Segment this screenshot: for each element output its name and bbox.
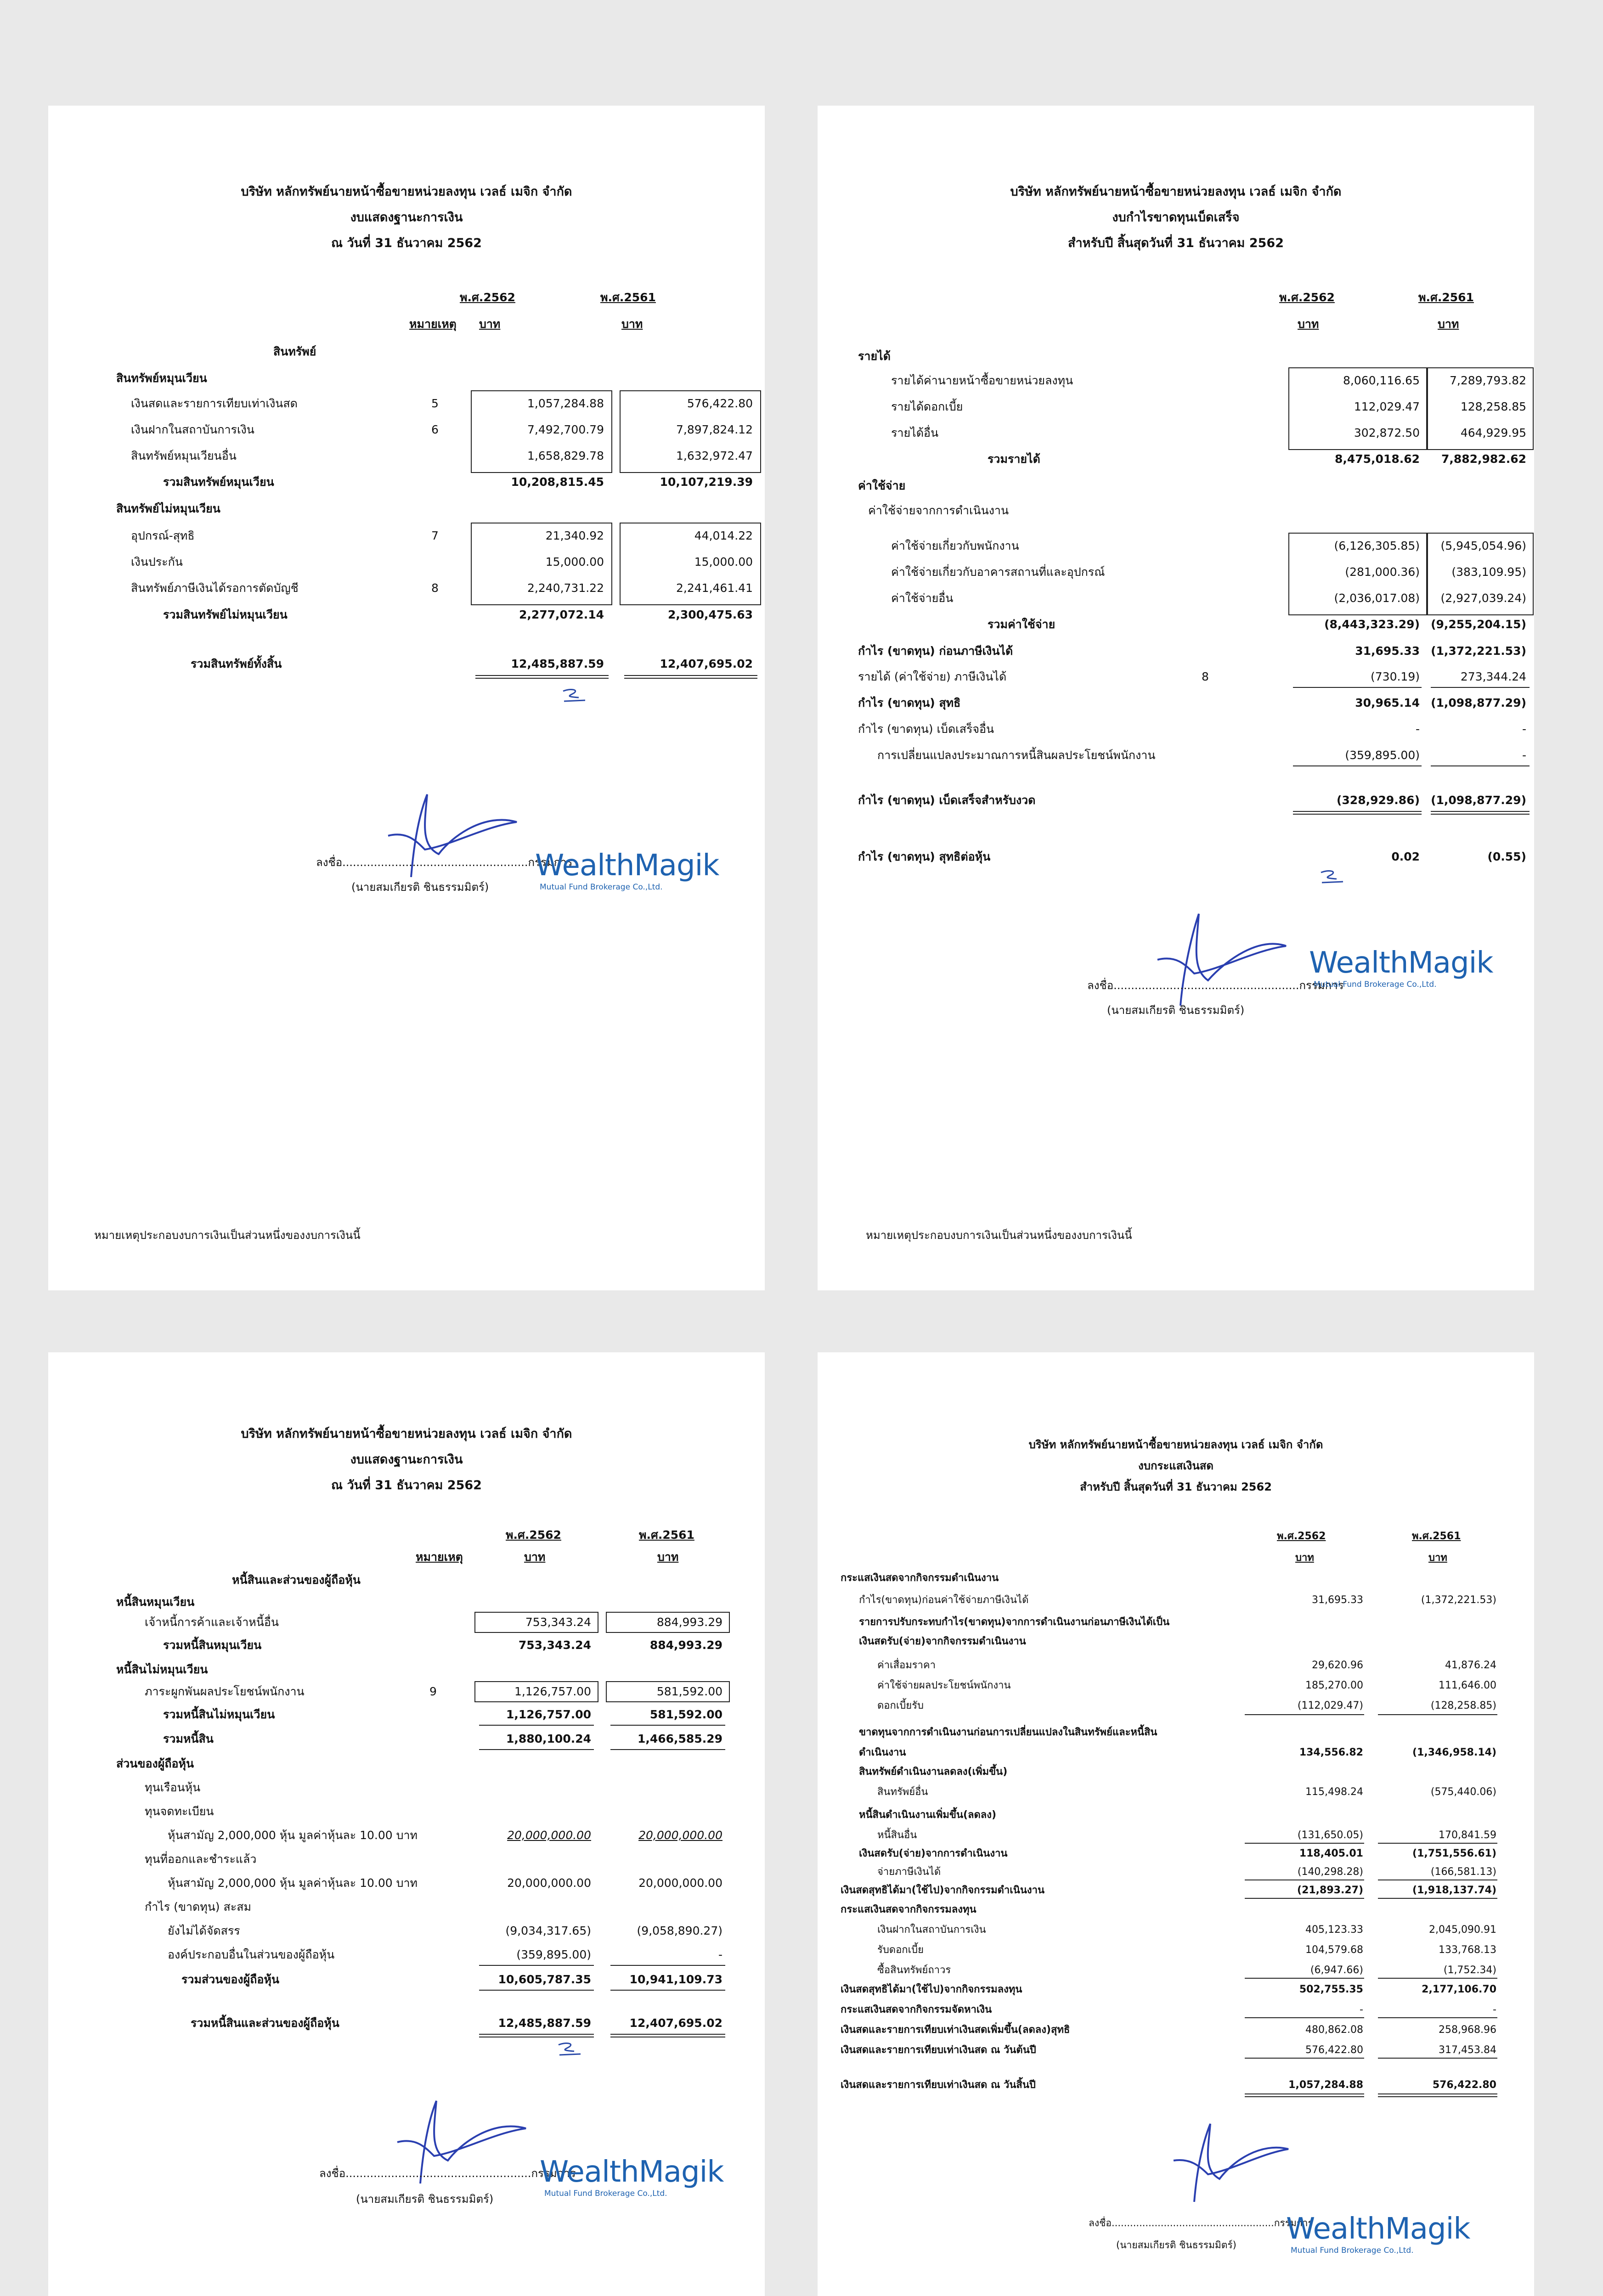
value-2561: 15,000.00 (694, 555, 753, 568)
value-2561: 10,107,219.39 (660, 475, 753, 489)
page-cash-flow-statement (818, 1352, 1534, 2296)
row-label: รายได้ (ค่าใช้จ่าย) ภาษีเงินได้ (858, 670, 1007, 683)
value-2562: (6,947.66) (1310, 1964, 1363, 1976)
underline (1431, 687, 1530, 688)
value-2562: 302,872.50 (1354, 426, 1420, 439)
value-2561: (2,927,039.24) (1440, 591, 1526, 605)
company-name: บริษัท หลักทรัพย์นายหน้าซื้อขายหน่วยลงทุน เวลธ์ เมจิก จำกัด (1010, 185, 1342, 199)
underline (1293, 765, 1422, 766)
section-title: สินทรัพย์ (273, 345, 316, 358)
row-label: ขาดทุนจากการดำเนินงานก่อนการเปลี่ยนแปลงในสินทรัพย์และหนี้สิน (859, 1727, 1157, 1738)
group-title: ส่วนของผู้ถือหุ้น (116, 1757, 194, 1770)
group-title: สินทรัพย์ไม่หมุนเวียน (116, 502, 220, 515)
subtotal-label: เงินสดสุทธิได้มา(ใช้ไป)จากกิจกรรมดำเนินงาน (841, 1885, 1044, 1896)
page-balance-sheet-liabilities (48, 1352, 765, 2296)
value-2562: 10,208,815.45 (511, 475, 604, 489)
col-head-2562: พ.ศ.2562 (506, 1528, 561, 1542)
row-label: กำไร (ขาดทุน) สะสม (145, 1900, 251, 1913)
value-2562: 185,270.00 (1305, 1680, 1363, 1691)
col-head-unit: บาท (1438, 317, 1459, 331)
sign-line: ลงชื่อ.....................................................กรรมการ (1087, 979, 1344, 992)
signatory-name: (นายสมเกียรติ ชินธรรมมิตร์) (351, 881, 489, 894)
page-header (48, 1421, 765, 1498)
value-2561: 133,768.13 (1439, 1944, 1496, 1956)
subtotal-label: กำไร (ขาดทุน) สุทธิ (858, 696, 961, 709)
underline (1378, 1978, 1497, 1979)
value-2561: 111,646.00 (1439, 1680, 1496, 1691)
value-2562: 134,556.82 (1299, 1747, 1363, 1758)
underline (610, 1990, 725, 1991)
underline (1245, 1978, 1364, 1979)
row-label: สินทรัพย์อื่น (877, 1786, 928, 1798)
value-2561: (128,258.85) (1430, 1700, 1496, 1711)
row-note: 8 (1202, 670, 1209, 683)
signatory-name: (นายสมเกียรติ ชินธรรมมิตร์) (356, 2193, 494, 2206)
initials-mark (556, 2040, 583, 2059)
value-2562: (359,895.00) (1345, 748, 1420, 762)
row-label: ค่าใช้จ่ายเกี่ยวกับอาคารสถานที่และอุปกรณ์ (891, 565, 1105, 579)
company-name: บริษัท หลักทรัพย์นายหน้าซื้อขายหน่วยลงทุน เวลธ์ เมจิก จำกัด (1028, 1438, 1323, 1451)
col-head-unit: บาท (1298, 317, 1319, 331)
row-label: หนี้สินอื่น (877, 1829, 917, 1841)
value-2561: (1,372,221.53) (1431, 644, 1526, 658)
row-label: เงินสดและรายการเทียบเท่าเงินสด ณ วันต้นปี (841, 2044, 1036, 2056)
logo-text: WealthMagik (1309, 946, 1493, 980)
group-title: หนี้สินหมุนเวียน (116, 1595, 195, 1609)
value-2561: 7,882,982.62 (1441, 452, 1526, 466)
row-label: รายได้ดอกเบี้ย (891, 400, 963, 413)
value-2561: 581,592.00 (656, 1685, 722, 1698)
footnote: หมายเหตุประกอบงบการเงินเป็นส่วนหนึ่งของงบการเงินนี้ (94, 1229, 361, 1242)
value-2561: (9,058,890.27) (637, 1924, 722, 1937)
value-2562: 104,579.68 (1305, 1944, 1363, 1956)
row-label: สินทรัพย์หมุนเวียนอื่น (131, 449, 237, 462)
page-income-statement (818, 106, 1534, 1290)
value-2562: - (1360, 2004, 1363, 2015)
row-label: รับดอกเบี้ย (877, 1944, 924, 1956)
total-label: เงินสดและรายการเทียบเท่าเงินสด ณ วันสิ้นปี (841, 2079, 1036, 2091)
total-label: รวมสินทรัพย์ทั้งสิ้น (191, 657, 282, 670)
value-2562: 576,422.80 (1305, 2044, 1363, 2056)
row-label: ทุนที่ออกและชำระแล้ว (145, 1852, 257, 1866)
row-label: เงินฝากในสถาบันการเงิน (131, 423, 254, 436)
value-2562: 112,029.47 (1354, 400, 1420, 413)
underline (610, 1725, 725, 1726)
value-2562: (2,036,017.08) (1334, 591, 1420, 605)
value-2562: 12,485,887.59 (511, 657, 604, 670)
value-2561: (1,918,137.74) (1412, 1885, 1496, 1896)
value-2562: - (1415, 722, 1420, 736)
underline (1245, 2017, 1364, 2018)
value-2561: 1,466,585.29 (637, 1732, 722, 1745)
statement-title: งบแสดงฐานะการเงิน (350, 210, 463, 225)
value-2561: 170,841.59 (1439, 1829, 1496, 1841)
underline (479, 1725, 594, 1726)
value-2562: 1,658,829.78 (527, 449, 604, 462)
subtotal-label: เงินสดสุทธิได้มา(ใช้ไป)จากกิจกรรมลงทุน (841, 1984, 1022, 1995)
row-label: สินทรัพย์ดำเนินงานลดลง(เพิ่มขึ้น) (859, 1766, 1008, 1778)
row-note: 9 (429, 1685, 437, 1698)
company-logo (1286, 2212, 1470, 2255)
row-label: ดำเนินงาน (859, 1747, 906, 1758)
subtotal-label: รวมหนี้สิน (163, 1732, 214, 1745)
col-head-unit: บาท (1428, 1552, 1447, 1564)
value-2562: (112,029.47) (1297, 1700, 1363, 1711)
section-title: กระแสเงินสดจากกิจกรรมลงทุน (841, 1904, 976, 1915)
page-balance-sheet-assets (48, 106, 765, 1290)
logo-subtitle: Mutual Fund Brokerage Co.,Ltd. (1291, 2246, 1414, 2255)
value-2561: 10,941,109.73 (629, 1973, 722, 1986)
value-2562: 115,498.24 (1305, 1786, 1363, 1798)
value-2562: 2,240,731.22 (527, 581, 604, 595)
col-head-2561: พ.ศ.2561 (600, 291, 656, 304)
row-label: เงินสดรับ(จ่าย)จากกิจกรรมดำเนินงาน (859, 1636, 1026, 1647)
subtotal-label: รวมหนี้สินหมุนเวียน (163, 1638, 262, 1652)
value-2561: 12,407,695.02 (660, 657, 753, 670)
row-label: กำไร (ขาดทุน) เบ็ดเสร็จอื่น (858, 722, 994, 736)
section-title: รายได้ (858, 349, 891, 363)
statement-title: งบกำไรขาดทุนเบ็ดเสร็จ (1112, 210, 1240, 225)
value-2562: 480,862.08 (1305, 2024, 1363, 2036)
value-2561: 2,300,475.63 (667, 608, 753, 621)
value-2562: 0.02 (1391, 850, 1420, 863)
value-2561: 273,344.24 (1460, 670, 1526, 683)
value-2561: (1,372,221.53) (1421, 1594, 1496, 1606)
underline (479, 1990, 594, 1991)
signature-scribble (333, 785, 553, 886)
value-2562: 7,492,700.79 (527, 423, 604, 436)
double-underline (1378, 2093, 1497, 2097)
total-label: รวมหนี้สินและส่วนของผู้ถือหุ้น (191, 2016, 339, 2030)
row-label: เงินประกัน (131, 555, 183, 568)
col-head-note: หมายเหตุ (416, 1550, 463, 1564)
value-2561: 576,422.80 (1432, 2079, 1496, 2091)
subtotal-label: รวมสินทรัพย์หมุนเวียน (163, 475, 274, 489)
double-underline (475, 675, 609, 679)
value-2562: (8,443,323.29) (1324, 618, 1420, 631)
value-2561: 44,014.22 (694, 529, 753, 542)
row-label: ทุนจดทะเบียน (145, 1805, 214, 1818)
row-label: เจ้าหนี้การค้าและเจ้าหนี้อื่น (145, 1615, 279, 1629)
sign-line: ลงชื่อ.....................................................กรรมการ (319, 2167, 576, 2180)
row-label: เงินสดและรายการเทียบเท่าเงินสด (131, 397, 298, 410)
value-2562: (6,126,305.85) (1334, 539, 1420, 552)
logo-text: WealthMagik (535, 849, 719, 883)
section-title: กระแสเงินสดจากกิจกรรมจัดหาเงิน (841, 2004, 992, 2015)
subtotal-label: รวมรายได้ (988, 452, 1040, 466)
row-note: 8 (431, 581, 439, 595)
value-2562: (359,895.00) (516, 1948, 591, 1961)
value-2561: (575,440.06) (1430, 1786, 1496, 1798)
statement-date: สำหรับปี สิ้นสุดวันที่ 31 ธันวาคม 2562 (1067, 236, 1284, 250)
underline (1245, 2058, 1364, 2059)
company-logo (540, 2155, 723, 2198)
group-title: หนี้สินไม่หมุนเวียน (116, 1663, 208, 1676)
company-logo (1309, 946, 1493, 989)
row-note: 7 (431, 529, 439, 542)
double-underline (479, 2034, 594, 2037)
col-head-unit: บาท (657, 1550, 679, 1564)
value-2561: 2,241,461.41 (676, 581, 753, 595)
col-head-2561: พ.ศ.2561 (1412, 1531, 1461, 1542)
row-label: ค่าใช้จ่ายอื่น (891, 591, 954, 605)
page-header (818, 1434, 1534, 1497)
value-2562: 405,123.33 (1305, 1924, 1363, 1936)
section-title: กระแสเงินสดจากกิจกรรมดำเนินงาน (841, 1572, 999, 1584)
underline (610, 1965, 725, 1966)
underline (479, 1749, 594, 1750)
value-2561: (0.55) (1487, 850, 1526, 863)
value-2562: 1,126,757.00 (506, 1708, 591, 1721)
subtotal-label: รวมส่วนของผู้ถือหุ้น (181, 1973, 280, 1986)
value-2562: 30,965.14 (1355, 696, 1420, 709)
eps-label: กำไร (ขาดทุน) สุทธิต่อหุ้น (858, 850, 991, 863)
subtotal-label: รวมสินทรัพย์ไม่หมุนเวียน (163, 608, 288, 621)
double-underline (1245, 2093, 1364, 2097)
value-2562: 29,620.96 (1312, 1660, 1363, 1671)
value-2562: 1,057,284.88 (1288, 2079, 1363, 2091)
value-2562: 31,695.33 (1355, 644, 1420, 658)
underline (1378, 1714, 1497, 1715)
page-header (818, 179, 1534, 256)
double-underline (610, 2034, 725, 2037)
col-head-unit: บาท (479, 317, 501, 331)
underline (1378, 1898, 1497, 1899)
row-note: 5 (431, 397, 439, 410)
row-label: ทุนเรือนหุ้น (145, 1781, 201, 1794)
row-label: รายได้อื่น (891, 426, 939, 439)
row-label: เงินสดรับ(จ่าย)จากการดำเนินงาน (859, 1848, 1008, 1859)
underline (1245, 1843, 1364, 1844)
statement-title: งบกระแสเงินสด (1138, 1459, 1214, 1472)
row-note: 6 (431, 423, 439, 436)
value-2561: (9,255,204.15) (1431, 618, 1526, 631)
value-2562: (140,298.28) (1297, 1866, 1363, 1878)
signatory-name: (นายสมเกียรติ ชินธรรมมิตร์) (1116, 2240, 1236, 2251)
footnote: หมายเหตุประกอบงบการเงินเป็นส่วนหนึ่งของงบการเงินนี้ (866, 1229, 1132, 1242)
statement-date: สำหรับปี สิ้นสุดวันที่ 31 ธันวาคม 2562 (1080, 1480, 1272, 1493)
value-2561: 128,258.85 (1460, 400, 1526, 413)
underline (1293, 687, 1422, 688)
statement-date: ณ วันที่ 31 ธันวาคม 2562 (331, 236, 482, 250)
row-label: ยังไม่ได้จัดสรร (168, 1924, 240, 1937)
underline (1378, 1843, 1497, 1844)
col-head-unit: บาท (621, 317, 643, 331)
value-2562: 753,343.24 (518, 1638, 591, 1652)
company-name: บริษัท หลักทรัพย์นายหน้าซื้อขายหน่วยลงทุน เวลธ์ เมจิก จำกัด (241, 1427, 572, 1441)
row-label: องค์ประกอบอื่นในส่วนของผู้ถือหุ้น (168, 1948, 335, 1961)
row-label: สินทรัพย์ภาษีเงินได้รอการตัดบัญชี (131, 581, 299, 595)
value-2562: (328,929.86) (1336, 793, 1420, 807)
value-2562: (281,000.36) (1345, 565, 1420, 579)
value-2561: (1,098,877.29) (1431, 793, 1526, 807)
col-head-2562: พ.ศ.2562 (1277, 1531, 1326, 1542)
row-label: การเปลี่ยนแปลงประมาณการหนี้สินผลประโยชน์พนักงาน (877, 748, 1156, 762)
value-2562: 1,126,757.00 (514, 1685, 591, 1698)
row-label: หนี้สินดำเนินงานเพิ่มขึ้น(ลดลง) (859, 1809, 997, 1821)
value-2561: 2,045,090.91 (1429, 1924, 1496, 1936)
value-2561: (1,752.34) (1443, 1964, 1496, 1976)
value-2561: 884,993.29 (649, 1638, 722, 1652)
value-2561: 7,897,824.12 (676, 423, 753, 436)
value-2561: 464,929.95 (1460, 426, 1526, 439)
logo-subtitle: Mutual Fund Brokerage Co.,Ltd. (544, 2189, 667, 2198)
underline (1245, 1714, 1364, 1715)
company-logo (535, 849, 719, 892)
double-underline (1293, 811, 1422, 815)
value-2562: (730.19) (1371, 670, 1420, 683)
value-2561: 884,993.29 (656, 1615, 722, 1629)
value-2561: - (718, 1948, 722, 1961)
initials-mark (1318, 868, 1346, 886)
value-2562: (21,893.27) (1297, 1885, 1363, 1896)
value-2561: (1,346,958.14) (1412, 1747, 1496, 1758)
row-label: หุ้นสามัญ 2,000,000 หุ้น มูลค่าหุ้นละ 10.00 บาท (168, 1829, 418, 1842)
value-2562: 15,000.00 (545, 555, 604, 568)
col-head-unit: บาท (1295, 1552, 1314, 1564)
total-label: กำไร (ขาดทุน) เบ็ดเสร็จสำหรับงวด (858, 793, 1036, 807)
value-2562: 10,605,787.35 (498, 1973, 591, 1986)
row-label: ซื้อสินทรัพย์ถาวร (877, 1964, 951, 1976)
logo-subtitle: Mutual Fund Brokerage Co.,Ltd. (540, 883, 663, 892)
row-label: กำไร(ขาดทุน)ก่อนค่าใช้จ่ายภาษีเงินได้ (859, 1594, 1029, 1606)
page-header (48, 179, 765, 256)
value-2562: 1,880,100.24 (506, 1732, 591, 1745)
value-2561: (1,098,877.29) (1431, 696, 1526, 709)
value-2561: 258,968.96 (1439, 2024, 1496, 2036)
subtotal-label: รวมหนี้สินไม่หมุนเวียน (163, 1708, 275, 1721)
value-2561: 317,453.84 (1439, 2044, 1496, 2056)
col-head-2561: พ.ศ.2561 (639, 1528, 694, 1542)
row-label: ค่าใช้จ่ายผลประโยชน์พนักงาน (877, 1680, 1011, 1691)
underline (1378, 2017, 1497, 2018)
value-2561: 2,177,106.70 (1422, 1984, 1496, 1995)
row-label: ค่าเสื่อมราคา (877, 1660, 936, 1671)
group-title: สินทรัพย์หมุนเวียน (116, 371, 207, 385)
value-2562: 8,060,116.65 (1343, 374, 1420, 387)
row-label: เงินสดและรายการเทียบเท่าเงินสดเพิ่มขึ้น(ลดลง)สุทธิ (841, 2024, 1070, 2036)
value-2561: - (1522, 722, 1526, 736)
row-label: ค่าใช้จ่ายจากการดำเนินงาน (868, 504, 1009, 517)
value-2561: 20,000,000.00 (638, 1876, 722, 1890)
sign-line: ลงชื่อ.....................................................กรรมการ (1089, 2217, 1313, 2228)
col-head-unit: บาท (524, 1550, 546, 1564)
value-2562: 2,277,072.14 (519, 608, 604, 621)
value-2562: 12,485,887.59 (498, 2016, 591, 2030)
row-label: เงินฝากในสถาบันการเงิน (877, 1924, 986, 1936)
logo-text: WealthMagik (1286, 2212, 1470, 2246)
value-2562: 21,340.92 (545, 529, 604, 542)
logo-text: WealthMagik (540, 2155, 724, 2189)
value-2562: 31,695.33 (1312, 1594, 1363, 1606)
row-label: ดอกเบี้ยรับ (877, 1700, 924, 1711)
row-label: อุปกรณ์-สุทธิ (131, 529, 195, 542)
col-head-note: หมายเหตุ (409, 317, 457, 331)
value-2562: 20,000,000.00 (507, 1876, 591, 1890)
signature-scribble (1130, 2115, 1314, 2206)
value-2561: 41,876.24 (1445, 1660, 1496, 1671)
double-underline (1431, 811, 1530, 815)
statement-title: งบแสดงฐานะการเงิน (350, 1452, 463, 1467)
value-2561: (5,945,054.96) (1440, 539, 1526, 552)
value-2561: 1,632,972.47 (676, 449, 753, 462)
row-label: จ่ายภาษีเงินได้ (877, 1866, 941, 1878)
col-head-2561: พ.ศ.2561 (1418, 291, 1474, 304)
section-title: ค่าใช้จ่าย (858, 479, 906, 492)
value-2562: 502,755.35 (1299, 1984, 1363, 1995)
row-label: รายการปรับกระทบกำไร(ขาดทุน)จากการดำเนินงานก่อนภาษีเงินได้เป็น (859, 1616, 1170, 1628)
value-2562: 20,000,000.00 (507, 1829, 591, 1842)
value-2562: 1,057,284.88 (527, 397, 604, 410)
double-underline (624, 675, 757, 679)
value-2561: 20,000,000.00 (638, 1829, 722, 1842)
value-2562: (131,650.05) (1297, 1829, 1363, 1841)
row-label: รายได้ค่านายหน้าซื้อขายหน่วยลงทุน (891, 374, 1073, 387)
subtotal-label: กำไร (ขาดทุน) ก่อนภาษีเงินได้ (858, 644, 1013, 658)
initials-mark (560, 687, 588, 705)
value-2561: 7,289,793.82 (1450, 374, 1526, 387)
value-2561: - (1493, 2004, 1496, 2015)
logo-subtitle: Mutual Fund Brokerage Co.,Ltd. (1314, 980, 1437, 989)
underline (1378, 2058, 1497, 2059)
value-2562: 8,475,018.62 (1334, 452, 1420, 466)
row-label: หุ้นสามัญ 2,000,000 หุ้น มูลค่าหุ้นละ 10.00 บาท (168, 1876, 418, 1890)
row-label: ภาระผูกพันผลประโยชน์พนักงาน (145, 1685, 305, 1698)
value-2561: (383,109.95) (1451, 565, 1526, 579)
signatory-name: (นายสมเกียรติ ชินธรรมมิตร์) (1107, 1004, 1245, 1017)
row-label: ค่าใช้จ่ายเกี่ยวกับพนักงาน (891, 539, 1019, 552)
subtotal-label: รวมค่าใช้จ่าย (988, 618, 1055, 631)
value-2561: - (1522, 748, 1526, 762)
company-name: บริษัท หลักทรัพย์นายหน้าซื้อขายหน่วยลงทุน เวลธ์ เมจิก จำกัด (241, 185, 572, 199)
underline (610, 1749, 725, 1750)
sign-line: ลงชื่อ.....................................................กรรมการ (316, 856, 573, 869)
value-2562: 118,405.01 (1299, 1848, 1363, 1859)
value-2561: (166,581.13) (1430, 1866, 1496, 1878)
underline (479, 1965, 594, 1966)
col-head-2562: พ.ศ.2562 (1279, 291, 1335, 304)
section-title: หนี้สินและส่วนของผู้ถือหุ้น (232, 1573, 361, 1587)
value-2561: (1,751,556.61) (1412, 1848, 1496, 1859)
underline (1431, 765, 1530, 766)
value-2561: 581,592.00 (649, 1708, 722, 1721)
value-2561: 12,407,695.02 (629, 2016, 722, 2030)
col-head-2562: พ.ศ.2562 (460, 291, 515, 304)
signature-scribble (1102, 905, 1323, 1015)
value-2561: 576,422.80 (687, 397, 753, 410)
underline (1245, 1898, 1364, 1899)
statement-date: ณ วันที่ 31 ธันวาคม 2562 (331, 1478, 482, 1492)
value-2562: 753,343.24 (525, 1615, 591, 1629)
value-2562: (9,034,317.65) (505, 1924, 591, 1937)
